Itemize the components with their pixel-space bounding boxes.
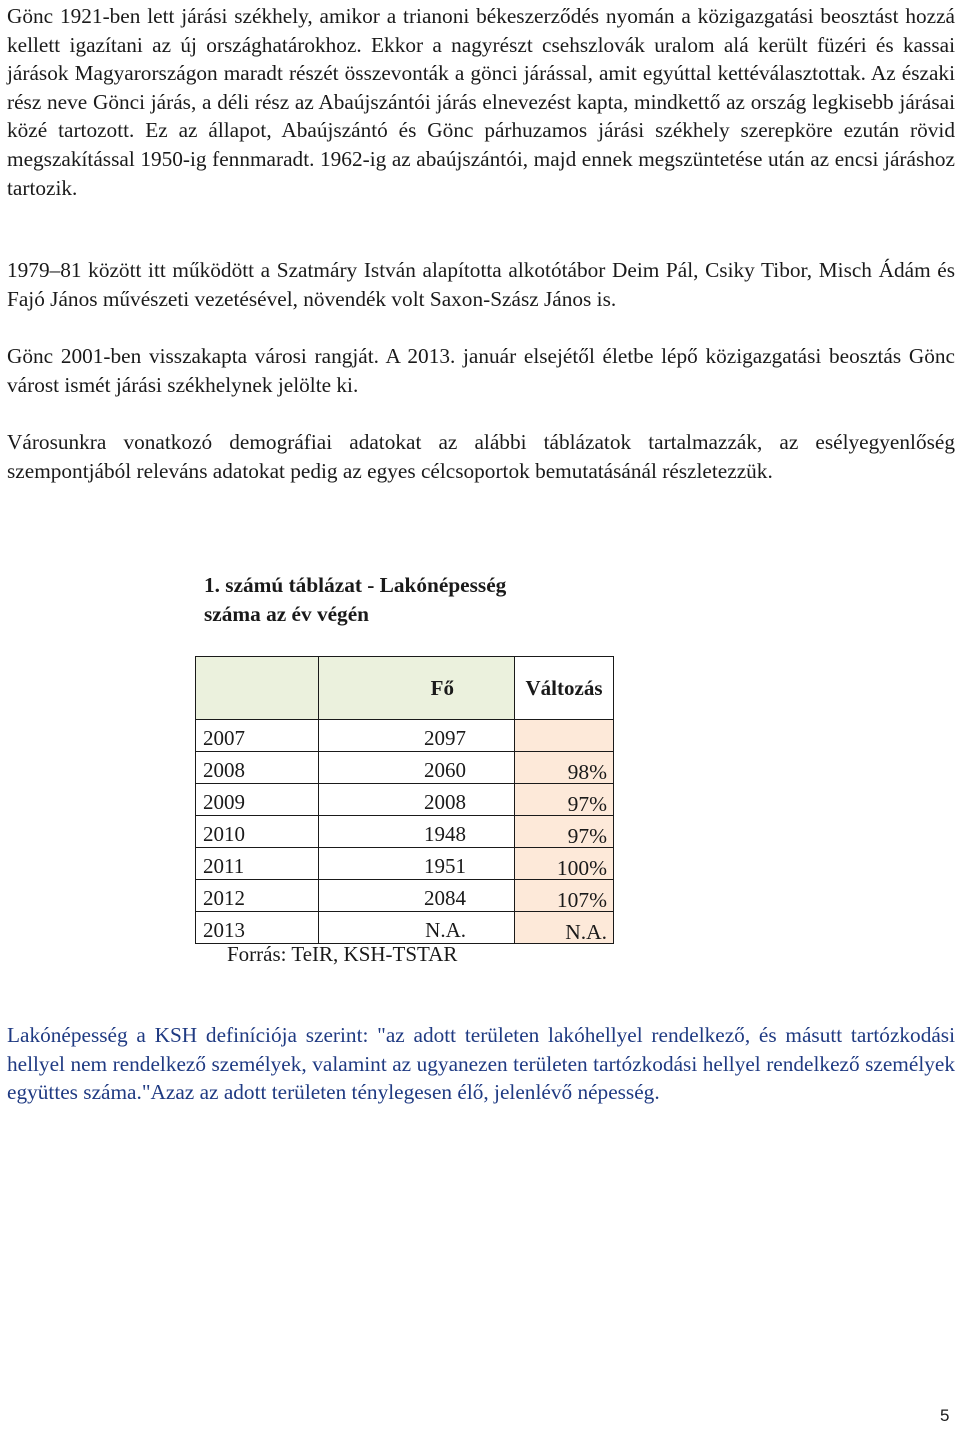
header-year: [196, 657, 319, 720]
cell-change: 100%: [515, 848, 614, 880]
population-table: [195, 656, 614, 944]
table-row: [196, 816, 614, 848]
cell-year: 2010: [196, 816, 319, 848]
cell-year: 2013: [196, 912, 319, 944]
cell-year: 2008: [196, 752, 319, 784]
cell-year: 2012: [196, 880, 319, 912]
header-count: Fő: [319, 657, 515, 720]
table-row: [196, 720, 614, 752]
cell-count: 1948: [319, 816, 515, 848]
cell-change: 97%: [515, 784, 614, 816]
cell-count: 2060: [319, 752, 515, 784]
cell-year: 2007: [196, 720, 319, 752]
cell-count: N.A.: [319, 912, 515, 944]
table-row: [196, 848, 614, 880]
table-title: 1. számú táblázat - Lakónépesség száma az év végén: [204, 573, 507, 626]
cell-count: 2097: [319, 720, 515, 752]
paragraph-art-camp: 1979–81 között itt működött a Szatmáry István alapította alkotótábor Deim Pál, Csiky Tibor, Misch Ádám és Fajó János művészeti vezetésével, növendék volt Saxon-Szász János is.: [7, 258, 955, 311]
table-row: [196, 784, 614, 816]
table-row: [196, 880, 614, 912]
cell-year: 2009: [196, 784, 319, 816]
paragraph-history: Gönc 1921-ben lett járási székhely, amikor a trianoni békeszerződés nyomán a közigazgatási beosztást hozzá kellett igazítani az új országhatárokhoz. Ekkor a nagyrészt csehszlovák uralom alá került füzéri és kassai járások Magyarországon maradt részét összevonták a gönci járással, amit egyúttal kettéválasztottak. Az északi rész neve Gönci járás, a déli rész az Abaújszántói járás elnevezést kapta, mindkettő az ország legkisebb járásai közé tartozott. Ez az állapot, Abaújszántó és Gönc párhuzamos járási székhely szerepköre ezután rövid megszakítással 1950-ig fennmaradt. 1962-ig az abaújszántói, majd ennek megszüntetése után az encsi járáshoz tartozik.: [7, 4, 955, 200]
paragraph-demographics-intro: Városunkra vonatkozó demográfiai adatokat az alábbi táblázatok tartalmazzák, az esélyegyenlőség szempontjából releváns adatokat pedig az egyes célcsoportok bemutatásánál részletezzük.: [7, 430, 955, 483]
table-header-row: [196, 657, 614, 720]
cell-count: 2008: [319, 784, 515, 816]
cell-change: [515, 720, 614, 752]
page-number: 5: [940, 1406, 950, 1425]
cell-change: 97%: [515, 816, 614, 848]
cell-change: 107%: [515, 880, 614, 912]
cell-count: 1951: [319, 848, 515, 880]
cell-change: 98%: [515, 752, 614, 784]
paragraph-town-status: Gönc 2001-ben visszakapta városi rangját. A 2013. január elsejétől életbe lépő közigazgatási beosztás Gönc várost ismét járási székhelynek jelölte ki.: [7, 344, 955, 397]
table-row: [196, 752, 614, 784]
table-source: Forrás: TeIR, KSH-TSTAR: [227, 942, 458, 966]
cell-count: 2084: [319, 880, 515, 912]
cell-change: N.A.: [515, 912, 614, 944]
table-row: [196, 912, 614, 944]
paragraph-definition: Lakónépesség a KSH definíciója szerint: "az adott területen lakóhellyel rendelkező, és másutt tartózkodási hellyel nem rendelkező személyek, valamint az ugyanezen területen tartózkodási hellyel rendelkező személyek együttes száma."Azaz az adott területen ténylegesen élő, jelenlévő népesség.: [7, 1023, 955, 1105]
header-change: Változás: [515, 657, 614, 720]
cell-year: 2011: [196, 848, 319, 880]
